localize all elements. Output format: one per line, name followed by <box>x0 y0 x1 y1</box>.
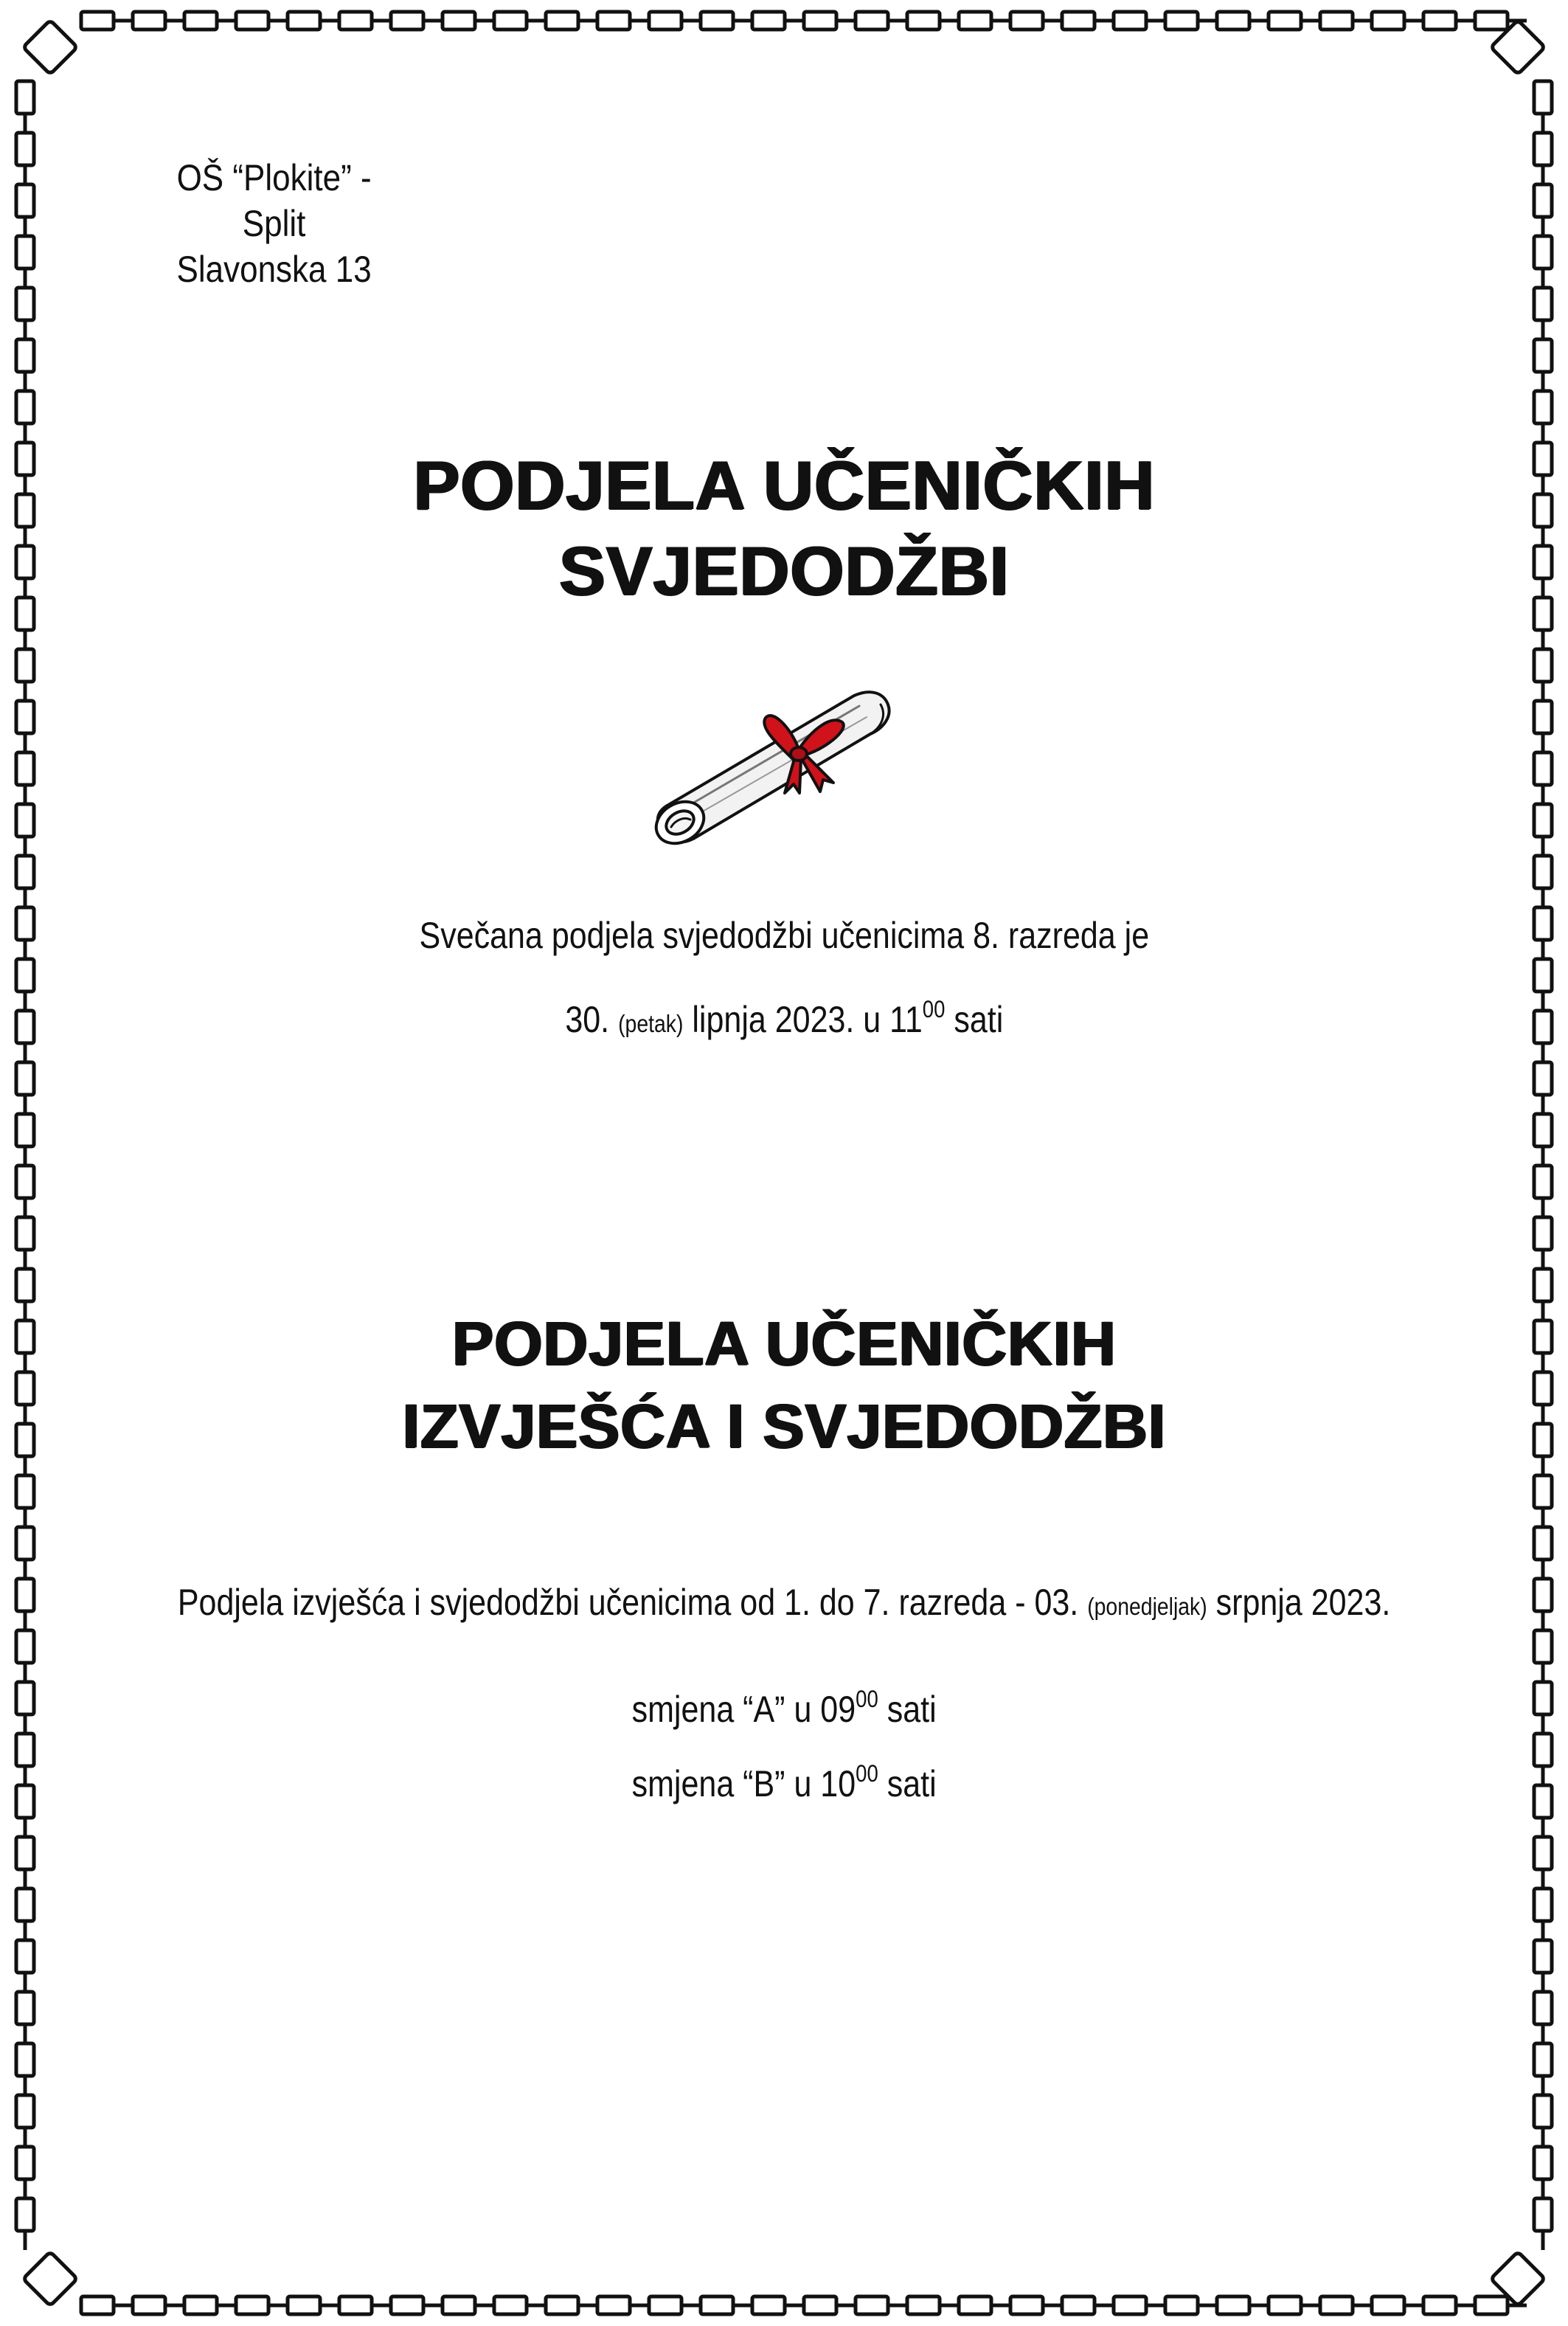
title-certificates-line2: SVJEDODŽBI <box>558 532 1010 609</box>
reports-date: srpnja 2023. <box>1215 1582 1391 1623</box>
diploma-scroll-with-red-bow-icon <box>649 682 915 863</box>
shift-a-label: smjena “A” u 09 <box>631 1689 856 1730</box>
shift-a-suffix: sati <box>887 1689 937 1730</box>
ceremony-time-minutes: 00 <box>922 996 946 1022</box>
shift-b-minutes: 00 <box>856 1760 878 1787</box>
ceremony-announcement: Svečana podjela svjedodžbi učenicima 8. razreda je <box>419 915 1149 956</box>
shift-a-time <box>0 1687 1568 1731</box>
title-reports-certificates <box>0 1302 1568 1467</box>
reports-text: Podjela izvješća i svjedodžbi učenicima od 1. do 7. razreda - 03. <box>177 1582 1079 1623</box>
shift-a-minutes: 00 <box>856 1686 878 1712</box>
reports-weekday: (ponedjeljak) <box>1087 1593 1207 1620</box>
ceremony-weekday: (petak) <box>617 1010 684 1037</box>
ceremony-date: lipnja 2023. u 11 <box>692 999 923 1040</box>
shift-b-suffix: sati <box>887 1763 937 1804</box>
reports-announcement <box>0 1580 1568 1629</box>
title-certificates-line1: PODJELA UČENIČKIH <box>413 446 1155 524</box>
title-reports-line2: IZVJEŠĆA I SVJEDODŽBI <box>402 1391 1166 1461</box>
shift-b-time <box>0 1762 1568 1806</box>
school-header <box>148 155 400 292</box>
ceremony-time-suffix: sati <box>954 999 1003 1040</box>
title-reports-line1: PODJELA UČENIČKIH <box>451 1309 1117 1378</box>
school-address: Slavonska 13 <box>176 249 372 290</box>
title-certificates <box>0 443 1568 614</box>
shift-b-label: smjena “B” u 10 <box>631 1763 856 1804</box>
ceremony-day: 30. <box>565 999 609 1040</box>
ceremony-date-time <box>0 997 1568 1046</box>
school-name: OŠ “Plokite” - Split <box>176 157 372 244</box>
